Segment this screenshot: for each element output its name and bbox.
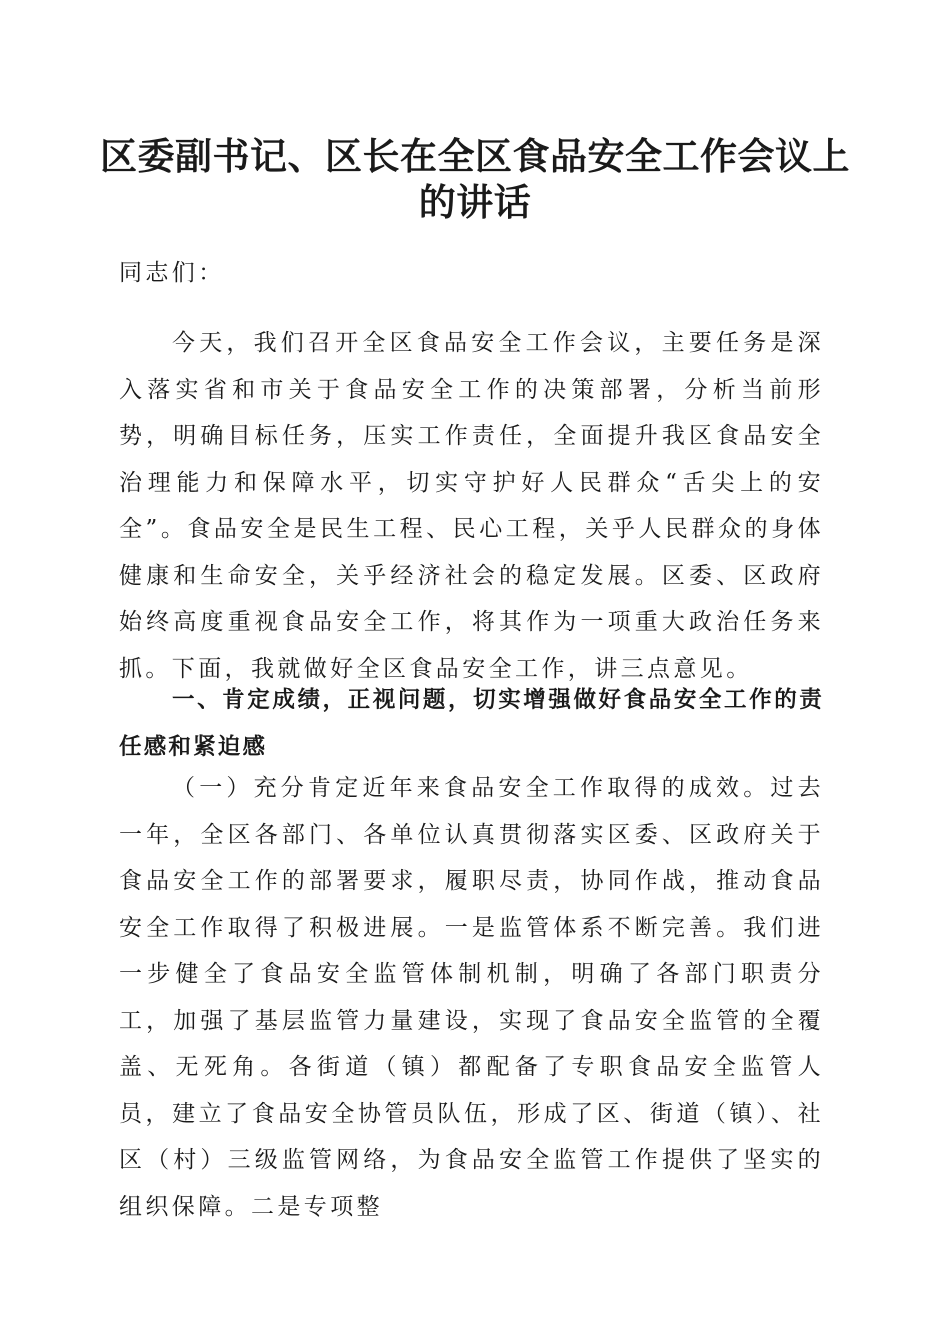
intro-paragraph: 今天，我们召开全区食品安全工作会议，主要任务是深入落实省和市关于食品安全工作的决策部署，分析当前形势，明确目标任务，压实工作责任，全面提升我区食品安全治理能力和保障水平，切实守护好人民群众“舌尖上的安全”。食品安全是民生工程、民心工程，关乎人民群众的身体健康和生命安全，关乎经济社会的稳定发展。区委、区政府始终高度重视食品安全工作，将其作为一项重大政治任务来抓。下面，我就做好全区食品安全工作，讲三点意见。 [119,330,824,682]
document-title: 区委副书记、区长在全区食品安全工作会议上的讲话 [100,134,850,224]
section-heading-1: 一、肯定成绩，正视问题，切实增强做好食品安全工作的责任感和紧迫感 [119,687,824,760]
section-1-paragraph-1: （一）充分肯定近年来食品安全工作取得的成效。过去一年，全区各部门、各单位认真贯彻落实区委、区政府关于食品安全工作的部署要求，履职尽责，协同作战，推动食品安全工作取得了积极进展。一是监管体系不断完善。我们进一步健全了食品安全监管体制机制，明确了各部门职责分工，加强了基层监管力量建设，实现了食品安全监管的全覆盖、无死角。各街道（镇）都配备了专职食品安全监管人员，建立了食品安全协管员队伍，形成了区、街道（镇）、社区（村）三级监管网络，为食品安全监管工作提供了坚实的组织保障。二是专项整 [119,775,824,1220]
salutation: 同志们： [119,260,225,286]
